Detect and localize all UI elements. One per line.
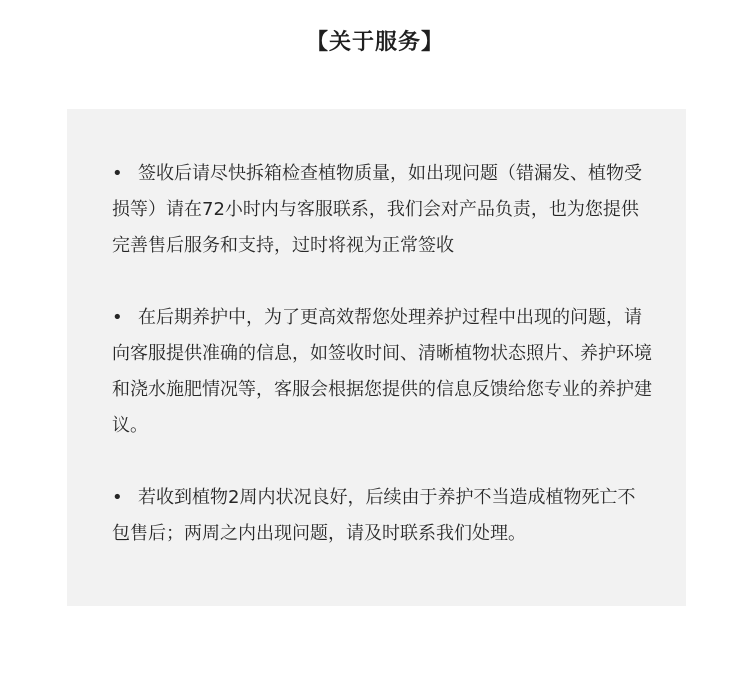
- bullet-icon: •: [112, 487, 123, 508]
- bullet-icon: •: [112, 307, 123, 328]
- service-item-after-sale-limit: [112, 480, 652, 552]
- service-item-text: 在后期养护中，为了更高效帮您处理养护过程中出现的问题，请向客服提供准确的信息，如签收时间、清晰植物状态照片、养护环境和浇水施肥情况等，客服会根据您提供的信息反馈给您专业的养护建议。: [112, 307, 652, 436]
- service-notice-panel: [67, 109, 686, 606]
- page-title: 【关于服务】: [305, 30, 444, 55]
- bullet-icon: •: [112, 163, 123, 184]
- service-item-text: 若收到植物2周内状况良好，后续由于养护不当造成植物死亡不包售后；两周之内出现问题，请及时联系我们处理。: [112, 487, 636, 544]
- service-item-care-support: [112, 300, 652, 444]
- service-item-inspection: [112, 156, 652, 264]
- service-item-text: 签收后请尽快拆箱检查植物质量，如出现问题（错漏发、植物受损等）请在72小时内与客服联系，我们会对产品负责，也为您提供完善售后服务和支持，过时将视为正常签收: [112, 163, 642, 256]
